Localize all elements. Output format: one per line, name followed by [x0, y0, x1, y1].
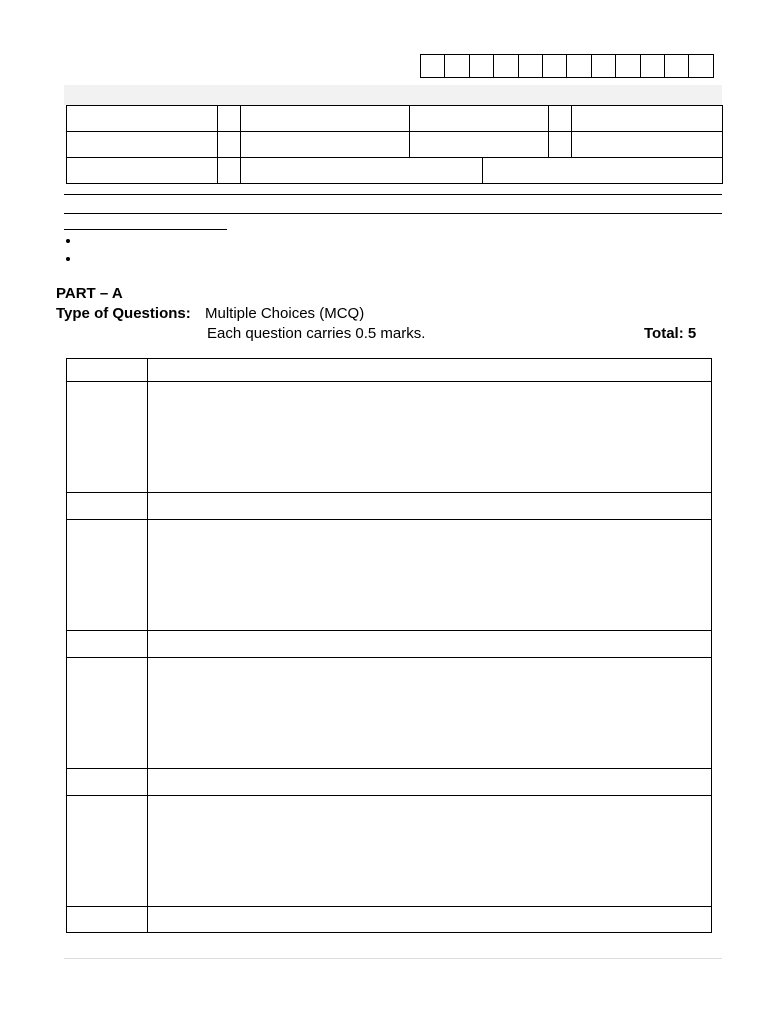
- roll-number-box[interactable]: [493, 54, 518, 78]
- footer-rule: [64, 958, 722, 959]
- roll-number-box[interactable]: [420, 54, 445, 78]
- roll-number-box[interactable]: [566, 54, 591, 78]
- roll-number-box[interactable]: [615, 54, 640, 78]
- questions-table-rule: [66, 630, 712, 631]
- questions-table-rule: [66, 657, 712, 658]
- header-table-border: [66, 105, 723, 184]
- header-table-divider: [409, 105, 410, 157]
- header-table-divider: [240, 105, 241, 184]
- questions-table-rule: [66, 492, 712, 493]
- header-table-divider: [482, 157, 483, 184]
- questions-table-divider: [147, 358, 148, 933]
- instructions-underline: [64, 229, 227, 230]
- questions-table-rule: [66, 906, 712, 907]
- roll-number-box[interactable]: [640, 54, 665, 78]
- header-table-divider: [571, 105, 572, 157]
- questions-table-rule: [66, 519, 712, 520]
- question-type-value: Multiple Choices (MCQ): [205, 305, 365, 322]
- roll-number-box[interactable]: [444, 54, 469, 78]
- roll-number-box[interactable]: [688, 54, 713, 78]
- roll-number-box[interactable]: [542, 54, 567, 78]
- questions-table-rule: [66, 795, 712, 796]
- roll-number-box[interactable]: [469, 54, 494, 78]
- total-marks: Total: 5: [644, 325, 697, 342]
- part-heading: PART – A: [56, 285, 123, 302]
- marks-note: Each question carries 0.5 marks.: [207, 325, 426, 342]
- roll-number-box[interactable]: [591, 54, 616, 78]
- header-table-rule: [66, 131, 723, 132]
- questions-table-rule: [66, 768, 712, 769]
- header-table-rule: [66, 157, 723, 158]
- bullet-point: [66, 257, 70, 261]
- rule-line: [64, 213, 722, 214]
- questions-table-border: [66, 358, 712, 933]
- roll-number-box[interactable]: [518, 54, 543, 78]
- header-table-divider: [217, 105, 218, 184]
- rule-line: [64, 194, 722, 195]
- header-table-divider: [548, 105, 549, 157]
- roll-number-box[interactable]: [664, 54, 689, 78]
- questions-table-rule: [66, 381, 712, 382]
- header-band: [64, 85, 722, 105]
- question-type-label: Type of Questions:: [56, 305, 191, 322]
- bullet-point: [66, 239, 70, 243]
